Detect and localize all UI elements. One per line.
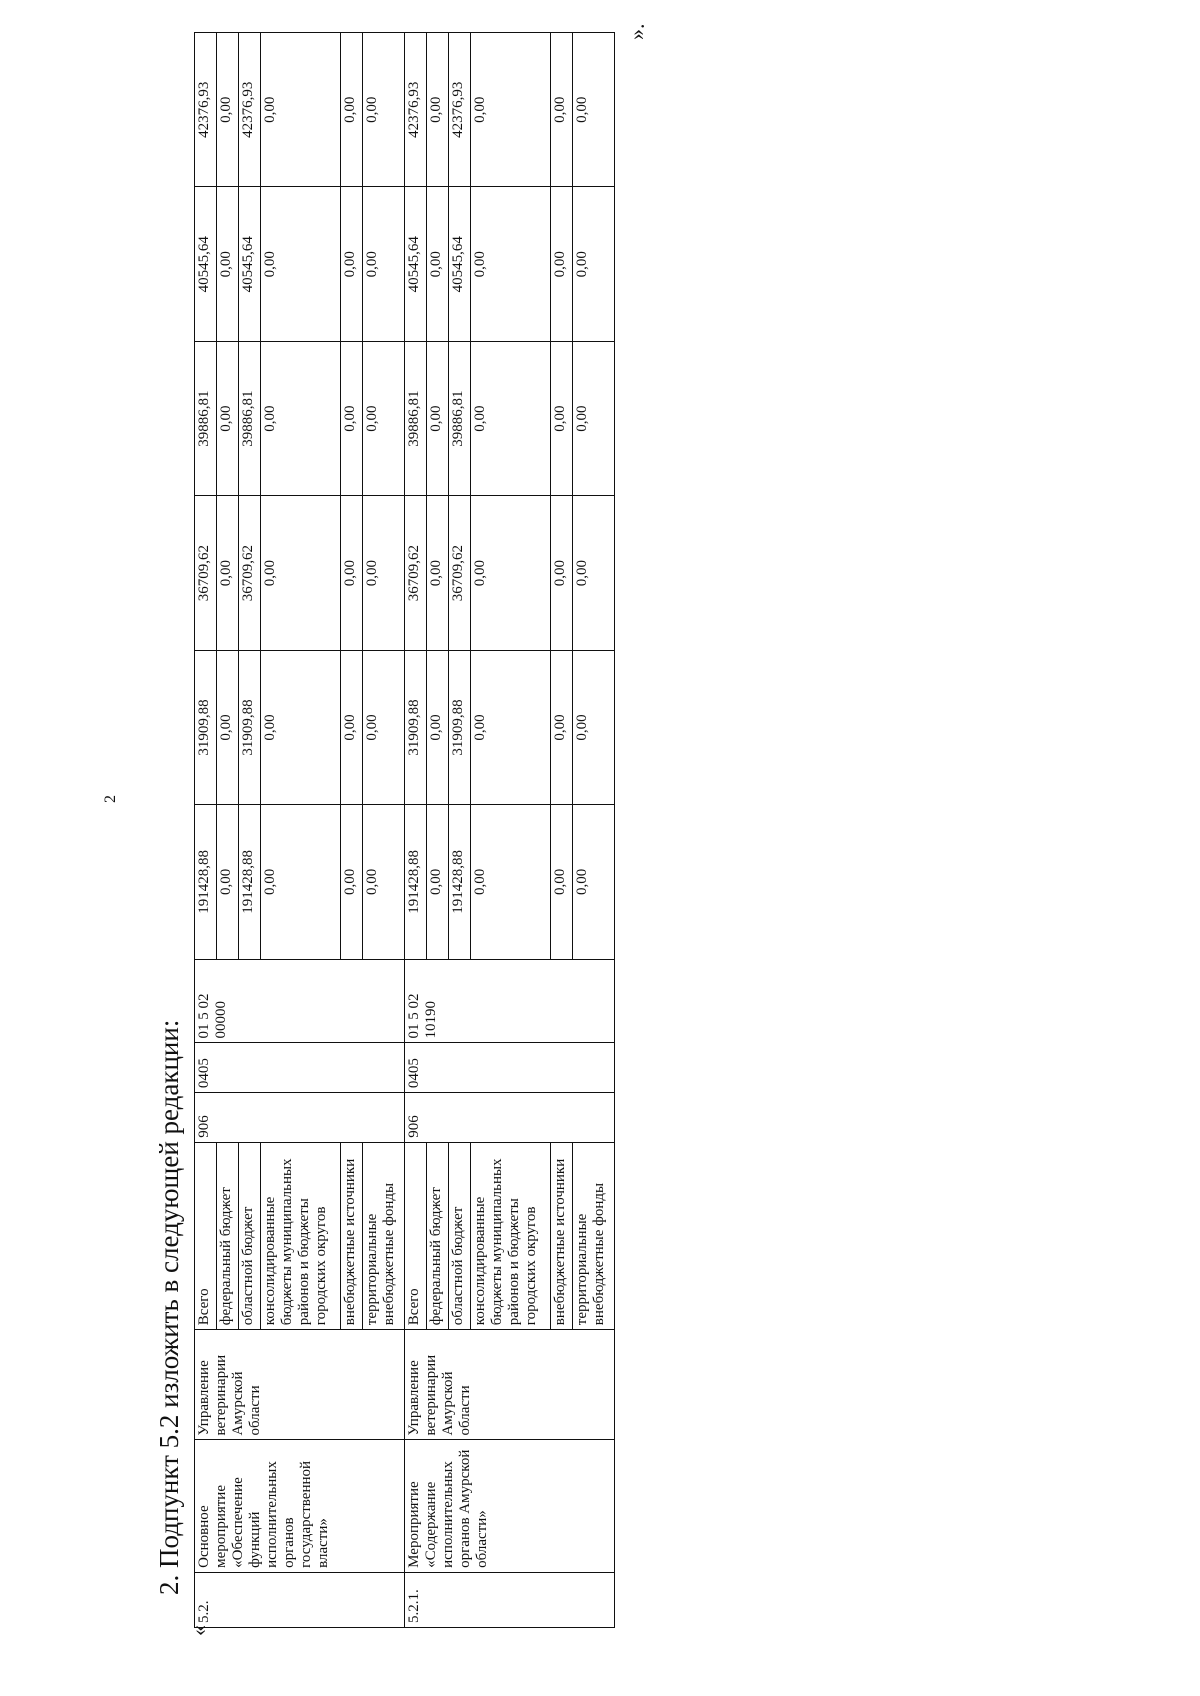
amount-cell: 40545,64 (405, 187, 427, 341)
opening-quote: « (186, 1625, 211, 1636)
grbs-code: 906 (195, 1093, 405, 1143)
amount-cell: 42376,93 (449, 33, 471, 188)
amount-cell: 0,00 (551, 341, 573, 495)
amount-cell: 31909,88 (195, 650, 217, 804)
funding-source: внебюджетные источники (341, 1142, 363, 1330)
amount-cell: 0,00 (217, 496, 239, 650)
amount-cell: 0,00 (217, 33, 239, 188)
amount-cell: 0,00 (471, 496, 551, 650)
amount-cell: 0,00 (427, 187, 449, 341)
amount-cell: 0,00 (471, 805, 551, 959)
amount-cell: 0,00 (363, 496, 405, 650)
amount-cell: 40545,64 (449, 187, 471, 341)
amount-cell: 39886,81 (195, 341, 217, 495)
executor: Управление ветеринарии Амурской области (405, 1330, 615, 1440)
amount-cell: 0,00 (217, 187, 239, 341)
rotated-page-content (154, 23, 674, 1640)
amount-cell: 0,00 (551, 805, 573, 959)
amount-cell: 0,00 (217, 341, 239, 495)
amount-cell: 39886,81 (239, 341, 261, 495)
amount-cell: 0,00 (363, 341, 405, 495)
amount-cell: 0,00 (551, 187, 573, 341)
amount-cell: 0,00 (261, 341, 341, 495)
amount-cell: 0,00 (573, 496, 615, 650)
amount-cell: 0,00 (341, 496, 363, 650)
funding-source: Всего (195, 1142, 217, 1330)
amount-cell: 36709,62 (405, 496, 427, 650)
amount-cell: 0,00 (573, 650, 615, 804)
amount-cell: 0,00 (217, 650, 239, 804)
funding-source: федеральный бюджет (217, 1142, 239, 1330)
funding-source: консолидированные бюджеты муниципальных районов и бюджеты городских округов (261, 1142, 341, 1330)
measure-name: Мероприятие «Содержание исполнительных органов Амурской области» (405, 1440, 615, 1572)
amount-cell: 0,00 (341, 650, 363, 804)
funding-source: областной бюджет (239, 1142, 261, 1330)
amount-cell: 0,00 (551, 33, 573, 188)
amount-cell: 42376,93 (195, 33, 217, 188)
page-number: 2 (102, 795, 119, 803)
executor: Управление ветеринарии Амурской области (195, 1330, 405, 1440)
amount-cell: 31909,88 (449, 650, 471, 804)
amount-cell: 191428,88 (239, 805, 261, 959)
amount-cell: 0,00 (341, 187, 363, 341)
amount-cell: 31909,88 (405, 650, 427, 804)
table-row (195, 33, 217, 1628)
rzpr-code: 0405 (195, 1043, 405, 1093)
amount-cell: 39886,81 (449, 341, 471, 495)
amount-cell: 0,00 (573, 341, 615, 495)
amount-cell: 0,00 (573, 33, 615, 188)
rzpr-code: 0405 (405, 1043, 615, 1093)
amount-cell: 191428,88 (195, 805, 217, 959)
amount-cell: 0,00 (341, 33, 363, 188)
amount-cell: 40545,64 (239, 187, 261, 341)
funding-source: консолидированные бюджеты муниципальных районов и бюджеты городских округов (471, 1142, 551, 1330)
amount-cell: 42376,93 (239, 33, 261, 188)
funding-source: внебюджетные источники (551, 1142, 573, 1330)
row-number: 5.2. (195, 1572, 405, 1627)
grbs-code: 906 (405, 1093, 615, 1143)
amount-cell: 0,00 (363, 33, 405, 188)
amount-cell: 0,00 (261, 496, 341, 650)
amount-cell: 0,00 (341, 805, 363, 959)
amount-cell: 0,00 (341, 341, 363, 495)
amount-cell: 31909,88 (239, 650, 261, 804)
amount-cell: 0,00 (471, 33, 551, 188)
amount-cell: 0,00 (471, 187, 551, 341)
amount-cell: 0,00 (427, 33, 449, 188)
amount-cell: 39886,81 (405, 341, 427, 495)
amount-cell: 0,00 (551, 650, 573, 804)
funding-source: территориальные внебюджетные фонды (573, 1142, 615, 1330)
row-number: 5.2.1. (405, 1572, 615, 1627)
funding-source: Всего (405, 1142, 427, 1330)
csr-code: 01 5 02 00000 (195, 959, 405, 1043)
amount-cell: 0,00 (363, 187, 405, 341)
table-row (405, 33, 427, 1628)
amount-cell: 191428,88 (405, 805, 427, 959)
amount-cell: 0,00 (427, 496, 449, 650)
amount-cell: 0,00 (261, 187, 341, 341)
amount-cell: 0,00 (261, 33, 341, 188)
amount-cell: 0,00 (261, 650, 341, 804)
measure-name: Основное мероприятие «Обеспечение функций исполнительных органов государственной власти» (195, 1440, 405, 1572)
amount-cell: 0,00 (427, 341, 449, 495)
csr-code: 01 5 02 10190 (405, 959, 615, 1043)
page-heading: 2. Подпункт 5.2 изложить в следующей редакции: (154, 1019, 184, 1595)
amount-cell: 0,00 (427, 650, 449, 804)
amount-cell: 0,00 (471, 650, 551, 804)
amount-cell: 42376,93 (405, 33, 427, 188)
budget-table (194, 32, 615, 1628)
amount-cell: 0,00 (363, 805, 405, 959)
funding-source: федеральный бюджет (427, 1142, 449, 1330)
amount-cell: 0,00 (573, 187, 615, 341)
amount-cell: 0,00 (427, 805, 449, 959)
amount-cell: 0,00 (363, 650, 405, 804)
amount-cell: 191428,88 (449, 805, 471, 959)
amount-cell: 0,00 (217, 805, 239, 959)
amount-cell: 40545,64 (195, 187, 217, 341)
amount-cell: 36709,62 (449, 496, 471, 650)
amount-cell: 0,00 (261, 805, 341, 959)
amount-cell: 0,00 (471, 341, 551, 495)
amount-cell: 36709,62 (195, 496, 217, 650)
funding-source: территориальные внебюджетные фонды (363, 1142, 405, 1330)
amount-cell: 0,00 (551, 496, 573, 650)
funding-source: областной бюджет (449, 1142, 471, 1330)
amount-cell: 36709,62 (239, 496, 261, 650)
amount-cell: 0,00 (573, 805, 615, 959)
closing-quote: ». (624, 23, 649, 40)
